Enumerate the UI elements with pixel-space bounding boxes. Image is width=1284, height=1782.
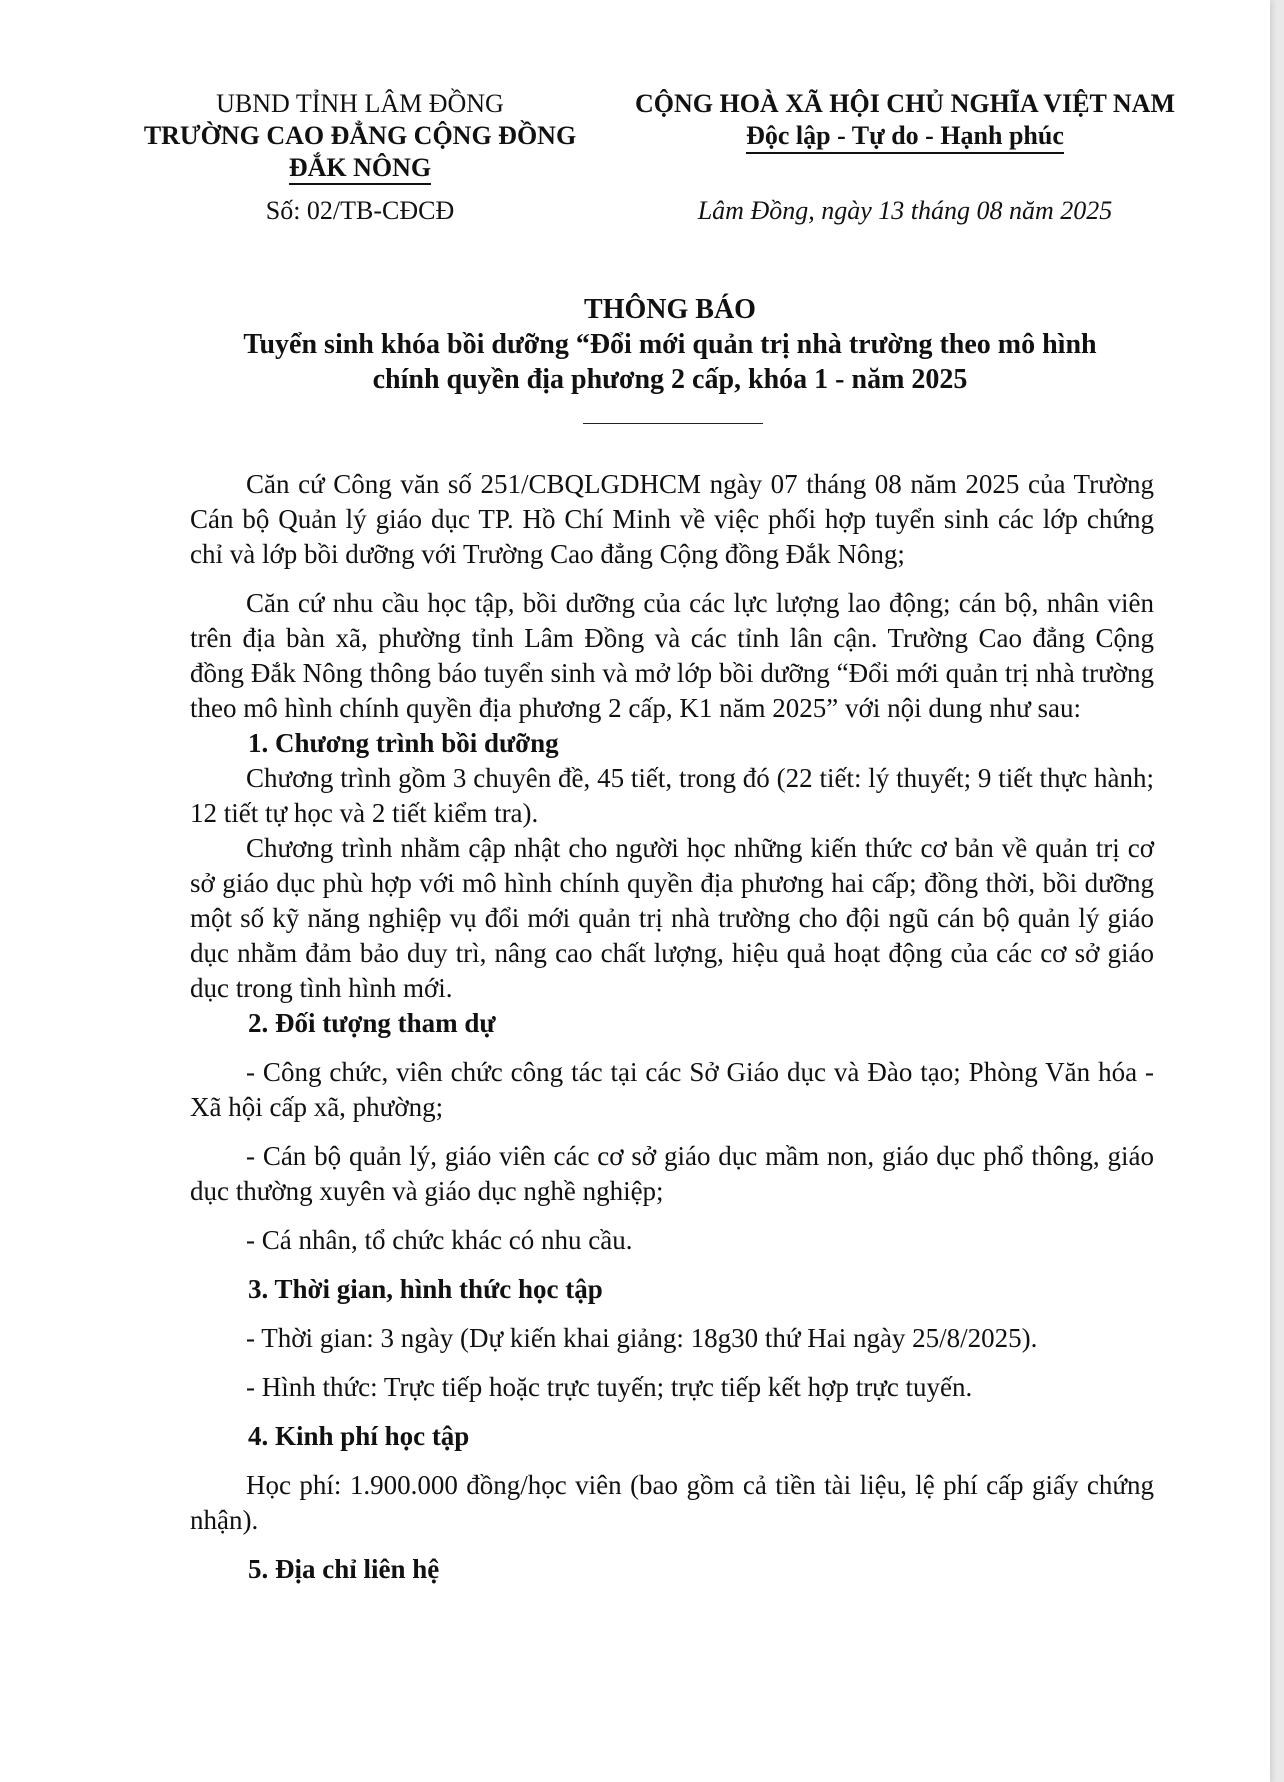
section-heading-program: 1. Chương trình bồi dưỡng <box>248 728 559 758</box>
schedule-time: - Thời gian: 3 ngày (Dự kiến khai giảng: 18g30 thứ Hai ngày 25/8/2025). <box>246 1323 1038 1353</box>
document-title <box>140 292 1200 397</box>
national-heading <box>605 88 1205 152</box>
organization-name: TRƯỜNG CAO ĐẲNG CỘNG ĐỒNG <box>143 121 577 150</box>
document-date: Lâm Đồng, ngày 13 tháng 08 năm 2025 <box>697 196 1113 225</box>
parent-organization: UBND TỈNH LÂM ĐỒNG <box>216 89 504 118</box>
program-objective: Chương trình nhằm cập nhật cho người học những kiến thức cơ bản về quản trị cơ sở giáo dục phù hợp với mô hình chính quyền địa phương hai cấp; đồng thời, bồi dưỡng một số kỹ năng nghiệp vụ đổi mới quản trị nhà trường cho đội ngũ cán bộ quản lý giáo dục nhằm đảm bảo duy trì, nâng cao chất lượng, hiệu quả hoạt động của các cơ sở giáo dục trong tình hình mới. <box>190 833 1154 1003</box>
document-number: Số: 02/TB-CĐCĐ <box>265 196 455 225</box>
title-subtitle-line-2: chính quyền địa phương 2 cấp, khóa 1 - năm 2025 <box>372 364 968 395</box>
section-heading-participants: 2. Đối tượng tham dự <box>248 1008 496 1038</box>
section-heading-contact: 5. Địa chỉ liên hệ <box>248 1554 440 1584</box>
participant-item: - Công chức, viên chức công tác tại các Sở Giáo dục và Đào tạo; Phòng Văn hóa - Xã hội cấp xã, phường; <box>190 1057 1154 1122</box>
schedule-format: - Hình thức: Trực tiếp hoặc trực tuyến; trực tiếp kết hợp trực tuyến. <box>246 1372 973 1402</box>
tuition-fee: Học phí: 1.900.000 đồng/học viên (bao gồm cả tiền tài liệu, lệ phí cấp giấy chứng nhận). <box>190 1470 1154 1535</box>
section-heading-fees: 4. Kinh phí học tập <box>248 1421 470 1451</box>
national-motto: Độc lập - Tự do - Hạnh phúc <box>605 120 1205 152</box>
participant-item: - Cá nhân, tổ chức khác có nhu cầu. <box>246 1225 633 1255</box>
organization-name-line-2: ĐẮK NÔNG <box>120 152 600 184</box>
document-body <box>190 467 1154 1587</box>
section-heading-schedule: 3. Thời gian, hình thức học tập <box>248 1274 603 1304</box>
country-name: CỘNG HOÀ XÃ HỘI CHỦ NGHĨA VIỆT NAM <box>634 89 1176 118</box>
participant-item: - Cán bộ quản lý, giáo viên các cơ sở giáo dục mầm non, giáo dục phổ thông, giáo dục thường xuyên và giáo dục nghề nghiệp; <box>190 1141 1154 1206</box>
paragraph-legal-basis-1: Căn cứ Công văn số 251/CBQLGDHCM ngày 07 tháng 08 năm 2025 của Trường Cán bộ Quản lý giáo dục TP. Hồ Chí Minh về việc phối hợp tuyển sinh các lớp chứng chỉ và lớp bồi dưỡng với Trường Cao đẳng Cộng đồng Đắk Nông; <box>190 469 1154 569</box>
title-main: THÔNG BÁO <box>584 294 756 325</box>
issuing-organization <box>120 88 600 184</box>
title-subtitle-line-1: Tuyển sinh khóa bồi dưỡng “Đổi mới quản trị nhà trường theo mô hình <box>243 329 1097 360</box>
title-divider <box>583 423 763 424</box>
paragraph-legal-basis-2: Căn cứ nhu cầu học tập, bồi dưỡng của các lực lượng lao động; cán bộ, nhân viên trên địa bàn xã, phường tỉnh Lâm Đồng và các tỉnh lân cận. Trường Cao đẳng Cộng đồng Đắk Nông thông báo tuyển sinh và mở lớp bồi dưỡng “Đổi mới quản trị nhà trường theo mô hình chính quyền địa phương 2 cấp, K1 năm 2025” với nội dung như sau: <box>190 588 1154 723</box>
program-structure: Chương trình gồm 3 chuyên đề, 45 tiết, trong đó (22 tiết: lý thuyết; 9 tiết thực hành; 12 tiết tự học và 2 tiết kiểm tra). <box>190 763 1154 828</box>
